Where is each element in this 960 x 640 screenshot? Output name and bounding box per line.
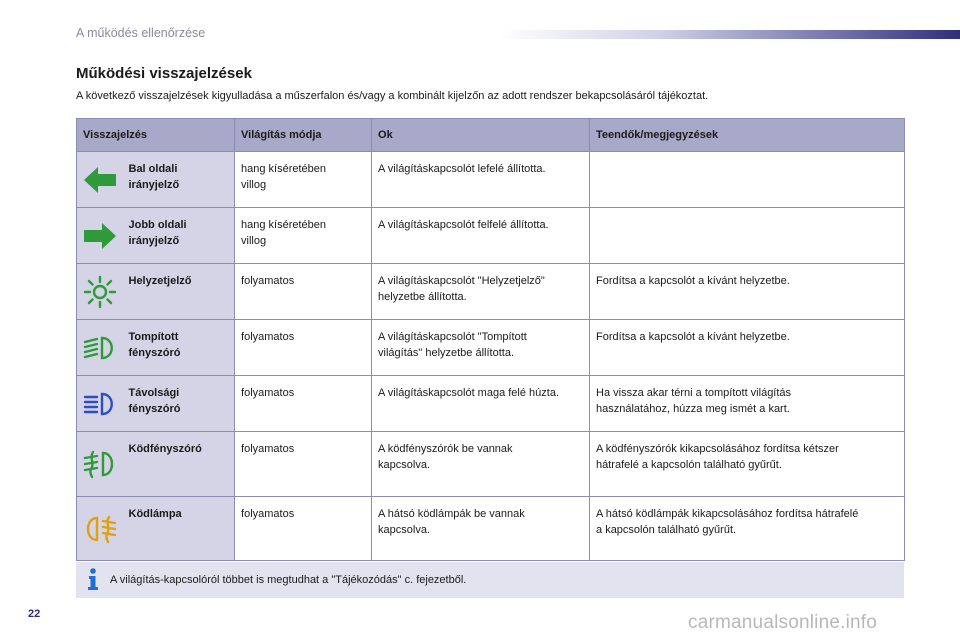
indicator-name: Bal oldali irányjelző — [123, 152, 235, 208]
icon-cell — [77, 432, 123, 497]
sidelight-icon — [83, 275, 117, 309]
icon-cell — [77, 152, 123, 208]
header-mode: Világítás módja — [235, 119, 372, 152]
lighting-mode: folyamatos — [235, 497, 372, 561]
cause: A hátsó ködlámpák be vannak kapcsolva. — [372, 497, 590, 561]
front-fog-icon — [82, 449, 118, 479]
header-notes: Teendők/megjegyzések — [590, 119, 905, 152]
header-indicator: Visszajelzés — [77, 119, 235, 152]
warning-lights-table — [76, 118, 905, 561]
left-arrow-icon — [82, 165, 118, 195]
info-box — [76, 562, 904, 598]
main-beam-icon — [82, 391, 118, 417]
table-row — [77, 152, 905, 208]
info-icon — [86, 567, 100, 591]
cause: A világításkapcsolót felfelé állította. — [372, 208, 590, 264]
indicator-name: Helyzetjelző — [123, 264, 235, 320]
right-arrow-icon — [82, 221, 118, 251]
notes: Fordítsa a kapcsolót a kívánt helyzetbe. — [590, 320, 905, 376]
notes — [590, 208, 905, 264]
watermark: carmanualsonline.info — [688, 612, 878, 633]
lighting-mode: hang kíséretében villog — [235, 208, 372, 264]
icon-cell — [77, 320, 123, 376]
info-text: A világítás-kapcsolóról többet is megtudhat a "Tájékozódás" c. fejezetből. — [110, 574, 467, 586]
lighting-mode: folyamatos — [235, 264, 372, 320]
notes: A hátsó ködlámpák kikapcsolásához fordítsa hátrafelé a kapcsolón található gyűrűt. — [590, 497, 905, 561]
page-number: 22 — [28, 608, 41, 620]
icon-cell — [77, 264, 123, 320]
table-row — [77, 432, 905, 497]
lighting-mode: hang kíséretében villog — [235, 152, 372, 208]
icon-cell — [77, 497, 123, 561]
lighting-mode: folyamatos — [235, 320, 372, 376]
cause: A ködfényszórók be vannak kapcsolva. — [372, 432, 590, 497]
intro-text: A következő visszajelzések kigyulladása a műszerfalon és/vagy a kombinált kijelzőn az adott rendszer bekapcsolásáról tájékoztat. — [76, 90, 709, 102]
notes: A ködfényszórók kikapcsolásához fordítsa kétszer hátrafelé a kapcsolón található gyűrűt. — [590, 432, 905, 497]
table-row — [77, 264, 905, 320]
indicator-name: Jobb oldali irányjelző — [123, 208, 235, 264]
cause: A világításkapcsolót "Helyzetjelző" helyzetbe állította. — [372, 264, 590, 320]
cause: A világításkapcsolót "Tompított világítás" helyzetbe állította. — [372, 320, 590, 376]
lighting-mode: folyamatos — [235, 376, 372, 432]
notes: Ha vissza akar térni a tompított világítás használatához, húzza meg ismét a kart. — [590, 376, 905, 432]
lighting-mode: folyamatos — [235, 432, 372, 497]
table-row — [77, 497, 905, 561]
notes — [590, 152, 905, 208]
table-row — [77, 208, 905, 264]
indicator-name: Tompított fényszóró — [123, 320, 235, 376]
notes: Fordítsa a kapcsolót a kívánt helyzetbe. — [590, 264, 905, 320]
table-row — [77, 376, 905, 432]
indicator-name: Távolsági fényszóró — [123, 376, 235, 432]
header-cause: Ok — [372, 119, 590, 152]
cause: A világításkapcsolót lefelé állította. — [372, 152, 590, 208]
icon-cell — [77, 376, 123, 432]
section-title: Működési visszajelzések — [76, 65, 252, 82]
chapter-title: A működés ellenőrzése — [76, 26, 206, 40]
table-header-row — [77, 119, 905, 152]
indicator-name: Ködlámpa — [123, 497, 235, 561]
rear-fog-icon — [82, 514, 118, 544]
cause: A világításkapcsolót maga felé húzta. — [372, 376, 590, 432]
icon-cell — [77, 208, 123, 264]
header-gradient-bar — [500, 30, 960, 39]
indicator-name: Ködfényszóró — [123, 432, 235, 497]
dipped-beam-icon — [82, 335, 118, 361]
table-row — [77, 320, 905, 376]
